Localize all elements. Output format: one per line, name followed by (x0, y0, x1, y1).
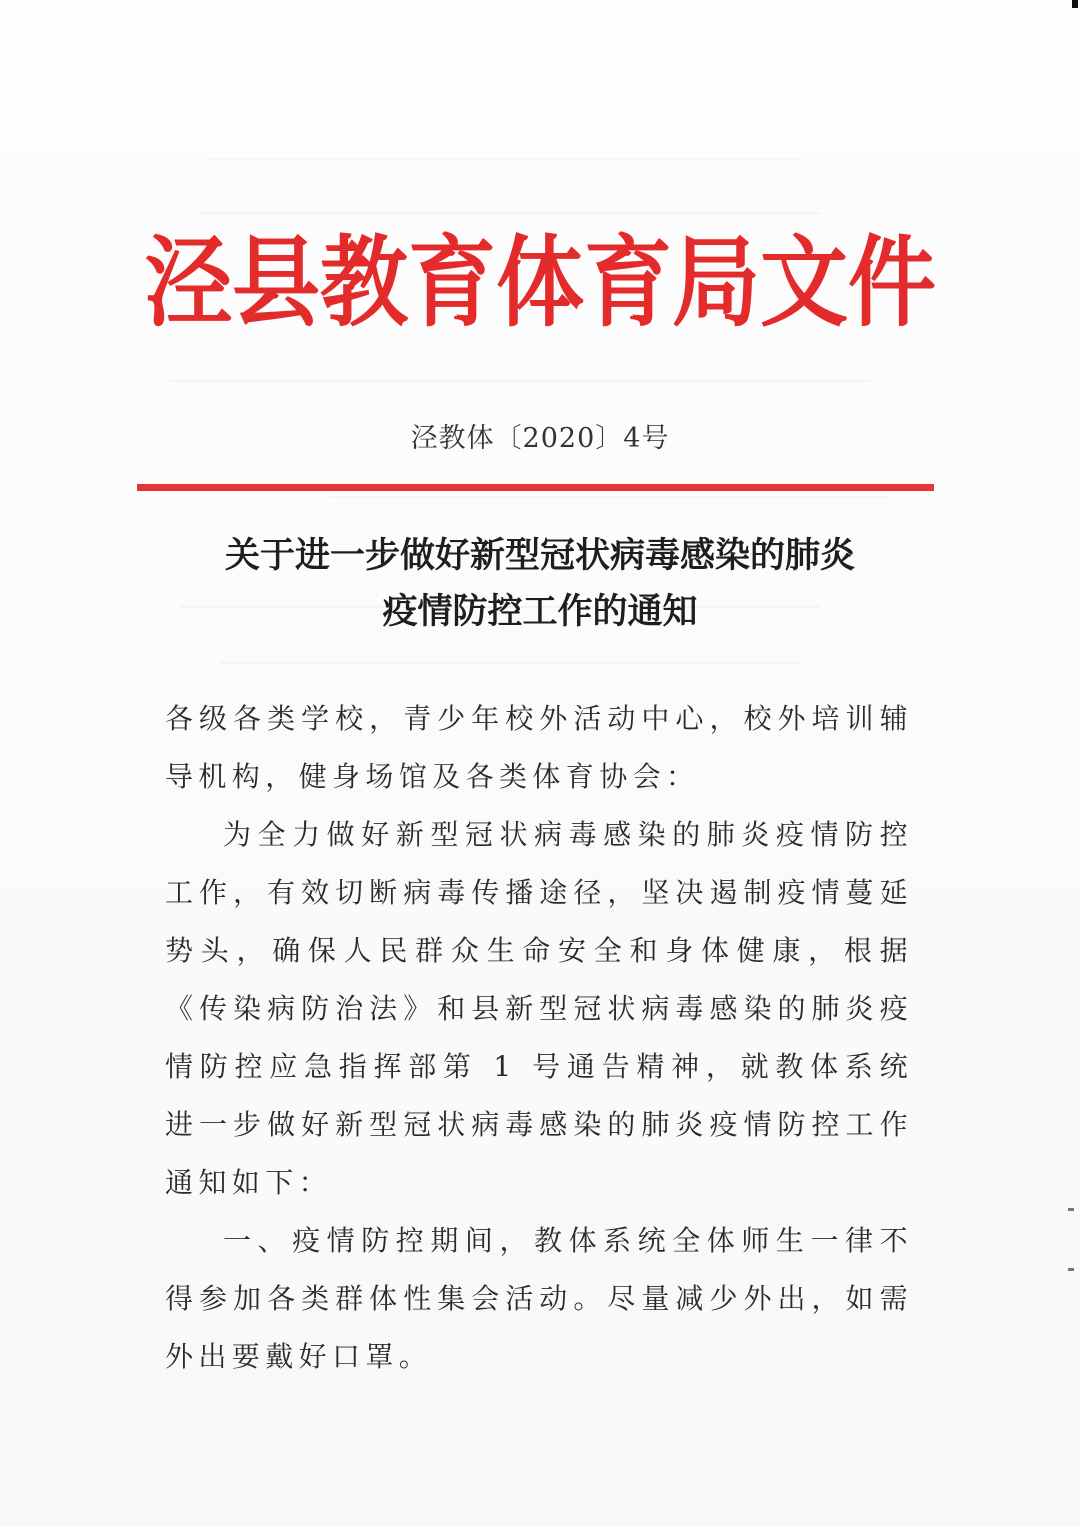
document-number: 泾教体〔2020〕4号 (410, 423, 670, 454)
notice-title (120, 528, 960, 640)
bleed-through-line (210, 158, 800, 160)
document-body (165, 690, 913, 1386)
scan-speck (1068, 1208, 1074, 1211)
scan-edge-mark (1072, 0, 1078, 8)
body-paragraph-1: 为全力做好新型冠状病毒感染的肺炎疫情防控工作，有效切断病毒传播途径，坚决遏制疫情蔓延势头，确保人民群众生命安全和身体健康，根据《传染病防治法》和县新型冠状病毒感染的肺炎疫情防控应急指挥部第 1 号通告精神，就教体系统进一步做好新型冠状病毒感染的肺炎疫情防控工作通知如下： (165, 818, 913, 1199)
scan-speck (1068, 1268, 1074, 1271)
bleed-through-line (220, 662, 800, 664)
body-paragraph-2: 一、疫情防控期间，教体系统全体师生一律不得参加各类群体性集会活动。尽量减少外出，如需外出要戴好口罩。 (165, 1224, 913, 1373)
bleed-through-line (170, 380, 870, 382)
notice-title-line-1: 关于进一步做好新型冠状病毒感染的肺炎 (224, 535, 855, 576)
addressee-paragraph: 各级各类学校，青少年校外活动中心，校外培训辅导机构，健身场馆及各类体育协会： (165, 702, 913, 793)
issuer-header: 泾县教育体育局文件 (143, 224, 936, 341)
bleed-through-line (330, 496, 890, 498)
red-divider-rule (137, 484, 934, 491)
notice-title-line-2: 疫情防控工作的通知 (382, 591, 698, 632)
